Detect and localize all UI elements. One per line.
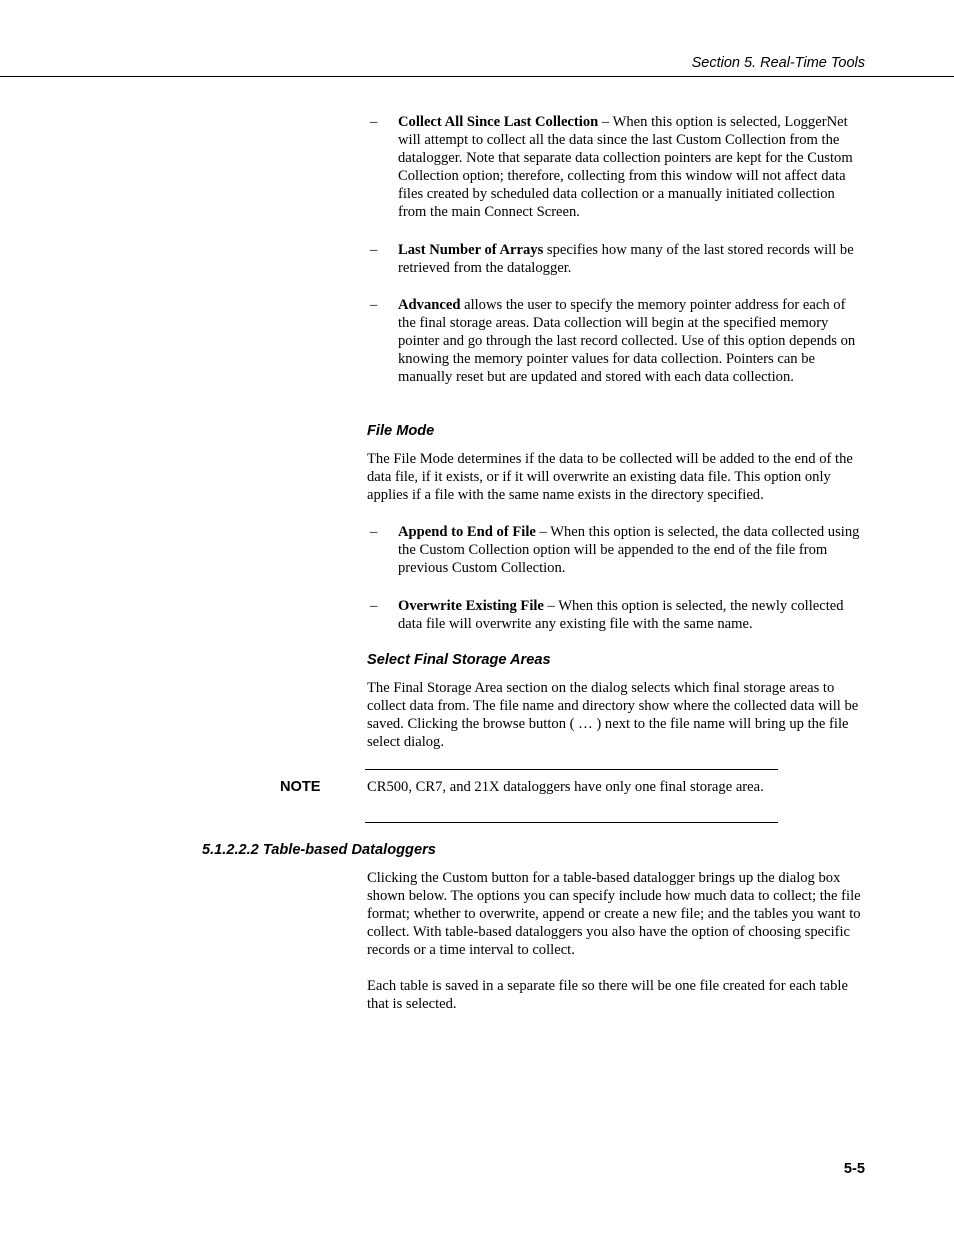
note-top-rule	[365, 769, 778, 770]
bullet-collect-all	[367, 113, 865, 221]
running-header: Section 5. Real-Time Tools	[691, 55, 865, 71]
bullet-dash: –	[370, 598, 378, 614]
bullet-append	[367, 523, 865, 577]
note-bottom-rule	[365, 822, 778, 823]
bullet-dash: –	[370, 114, 378, 130]
bullet-term: Last Number of Arrays	[398, 242, 544, 258]
bullet-text: – When this option is selected, LoggerNet will attempt to collect all the data since the last Custom Collection from the datalogger. Note that separate data collection pointers are kept for the Custom Collection option; therefore, collecting from this window will not affect data files created by scheduled data collection or a manually initiated collection from the main Connect Screen.	[398, 114, 853, 220]
bullet-term: Overwrite Existing File	[398, 598, 544, 614]
table-based-paragraph-1: Clicking the Custom button for a table-based datalogger brings up the dialog box shown below. The options you can specify include how much data to collect; the file format; whether to overwrite, append or create a new file; and the tables you want to collect. With table-based dataloggers you also have the option of choosing specific records or a time interval to collect.	[367, 870, 861, 958]
bullet-text: – When this option is selected, the newly collected data file will overwrite any existing file with the same name.	[398, 598, 844, 632]
bullet-advanced	[367, 296, 865, 386]
storage-heading: Select Final Storage Areas	[367, 652, 551, 668]
bullet-last-number-arrays	[367, 241, 865, 277]
bullet-term: Advanced	[398, 297, 461, 313]
file-mode-paragraph: The File Mode determines if the data to be collected will be added to the end of the data file, if it exists, or if it will overwrite an existing data file. This option only applies if a file with the same name exists in the directory specified.	[367, 451, 853, 503]
bullet-dash: –	[370, 524, 378, 540]
storage-paragraph: The Final Storage Area section on the dialog selects which final storage areas to collect data from. The file name and directory show where the collected data will be saved. Clicking the browse button ( … ) next to the file name will bring up the file select dialog.	[367, 680, 859, 750]
bullet-text: specifies how many of the last stored records will be retrieved from the datalogger.	[398, 242, 854, 276]
bullet-overwrite	[367, 597, 865, 633]
table-based-paragraph-2: Each table is saved in a separate file so there will be one file created for each table that is selected.	[367, 978, 848, 1012]
bullet-text: allows the user to specify the memory pointer address for each of the final storage areas. Data collection will begin at the specified memory pointer and go through the last record collected. Use of this option depends on knowing the memory pointer values for data collection. Pointers can be manually reset but are updated and stored with each data collection.	[398, 297, 856, 385]
bullet-dash: –	[370, 297, 378, 313]
file-mode-heading: File Mode	[367, 423, 435, 439]
section-heading-table-based: 5.1.2.2.2 Table-based Dataloggers	[202, 842, 436, 858]
note-label: NOTE	[280, 779, 321, 795]
bullet-term: Collect All Since Last Collection	[398, 114, 599, 130]
bullet-term: Append to End of File	[398, 524, 536, 540]
bullet-text: – When this option is selected, the data collected using the Custom Collection option will be appended to the end of the file from previous Custom Collection.	[398, 524, 860, 576]
page-number: 5-5	[843, 1161, 865, 1177]
bullet-dash: –	[370, 242, 378, 258]
header-rule	[0, 76, 954, 77]
note-text: CR500, CR7, and 21X dataloggers have only one final storage area.	[367, 779, 764, 795]
